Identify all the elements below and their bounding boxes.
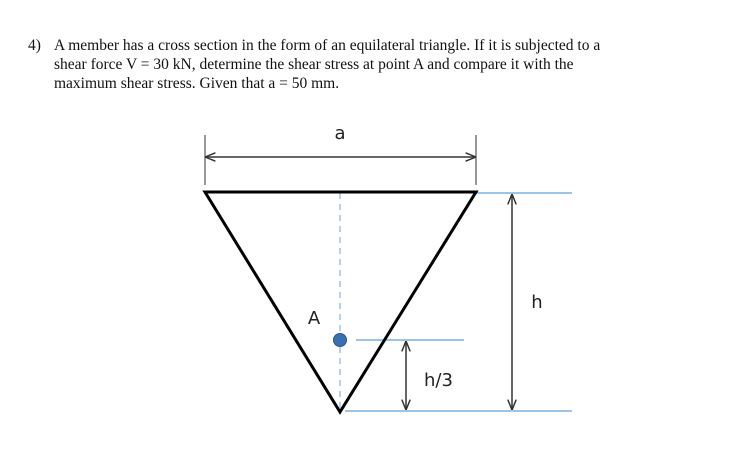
label-h-over-3: h/3 bbox=[424, 370, 453, 391]
label-a: a bbox=[334, 123, 346, 144]
problem-line-3: maximum shear stress. Given that a = 50 mm. bbox=[54, 75, 340, 92]
point-a-marker bbox=[334, 334, 347, 347]
label-point-a: A bbox=[307, 308, 321, 329]
label-h: h bbox=[531, 292, 543, 313]
problem-number: 4) bbox=[28, 37, 41, 54]
problem-line-2: shear force V = 30 kN, determine the shear stress at point A and compare it with the bbox=[54, 56, 574, 73]
problem-line-1: A member has a cross section in the form of an equilateral triangle. If it is subjected to a bbox=[54, 37, 601, 54]
